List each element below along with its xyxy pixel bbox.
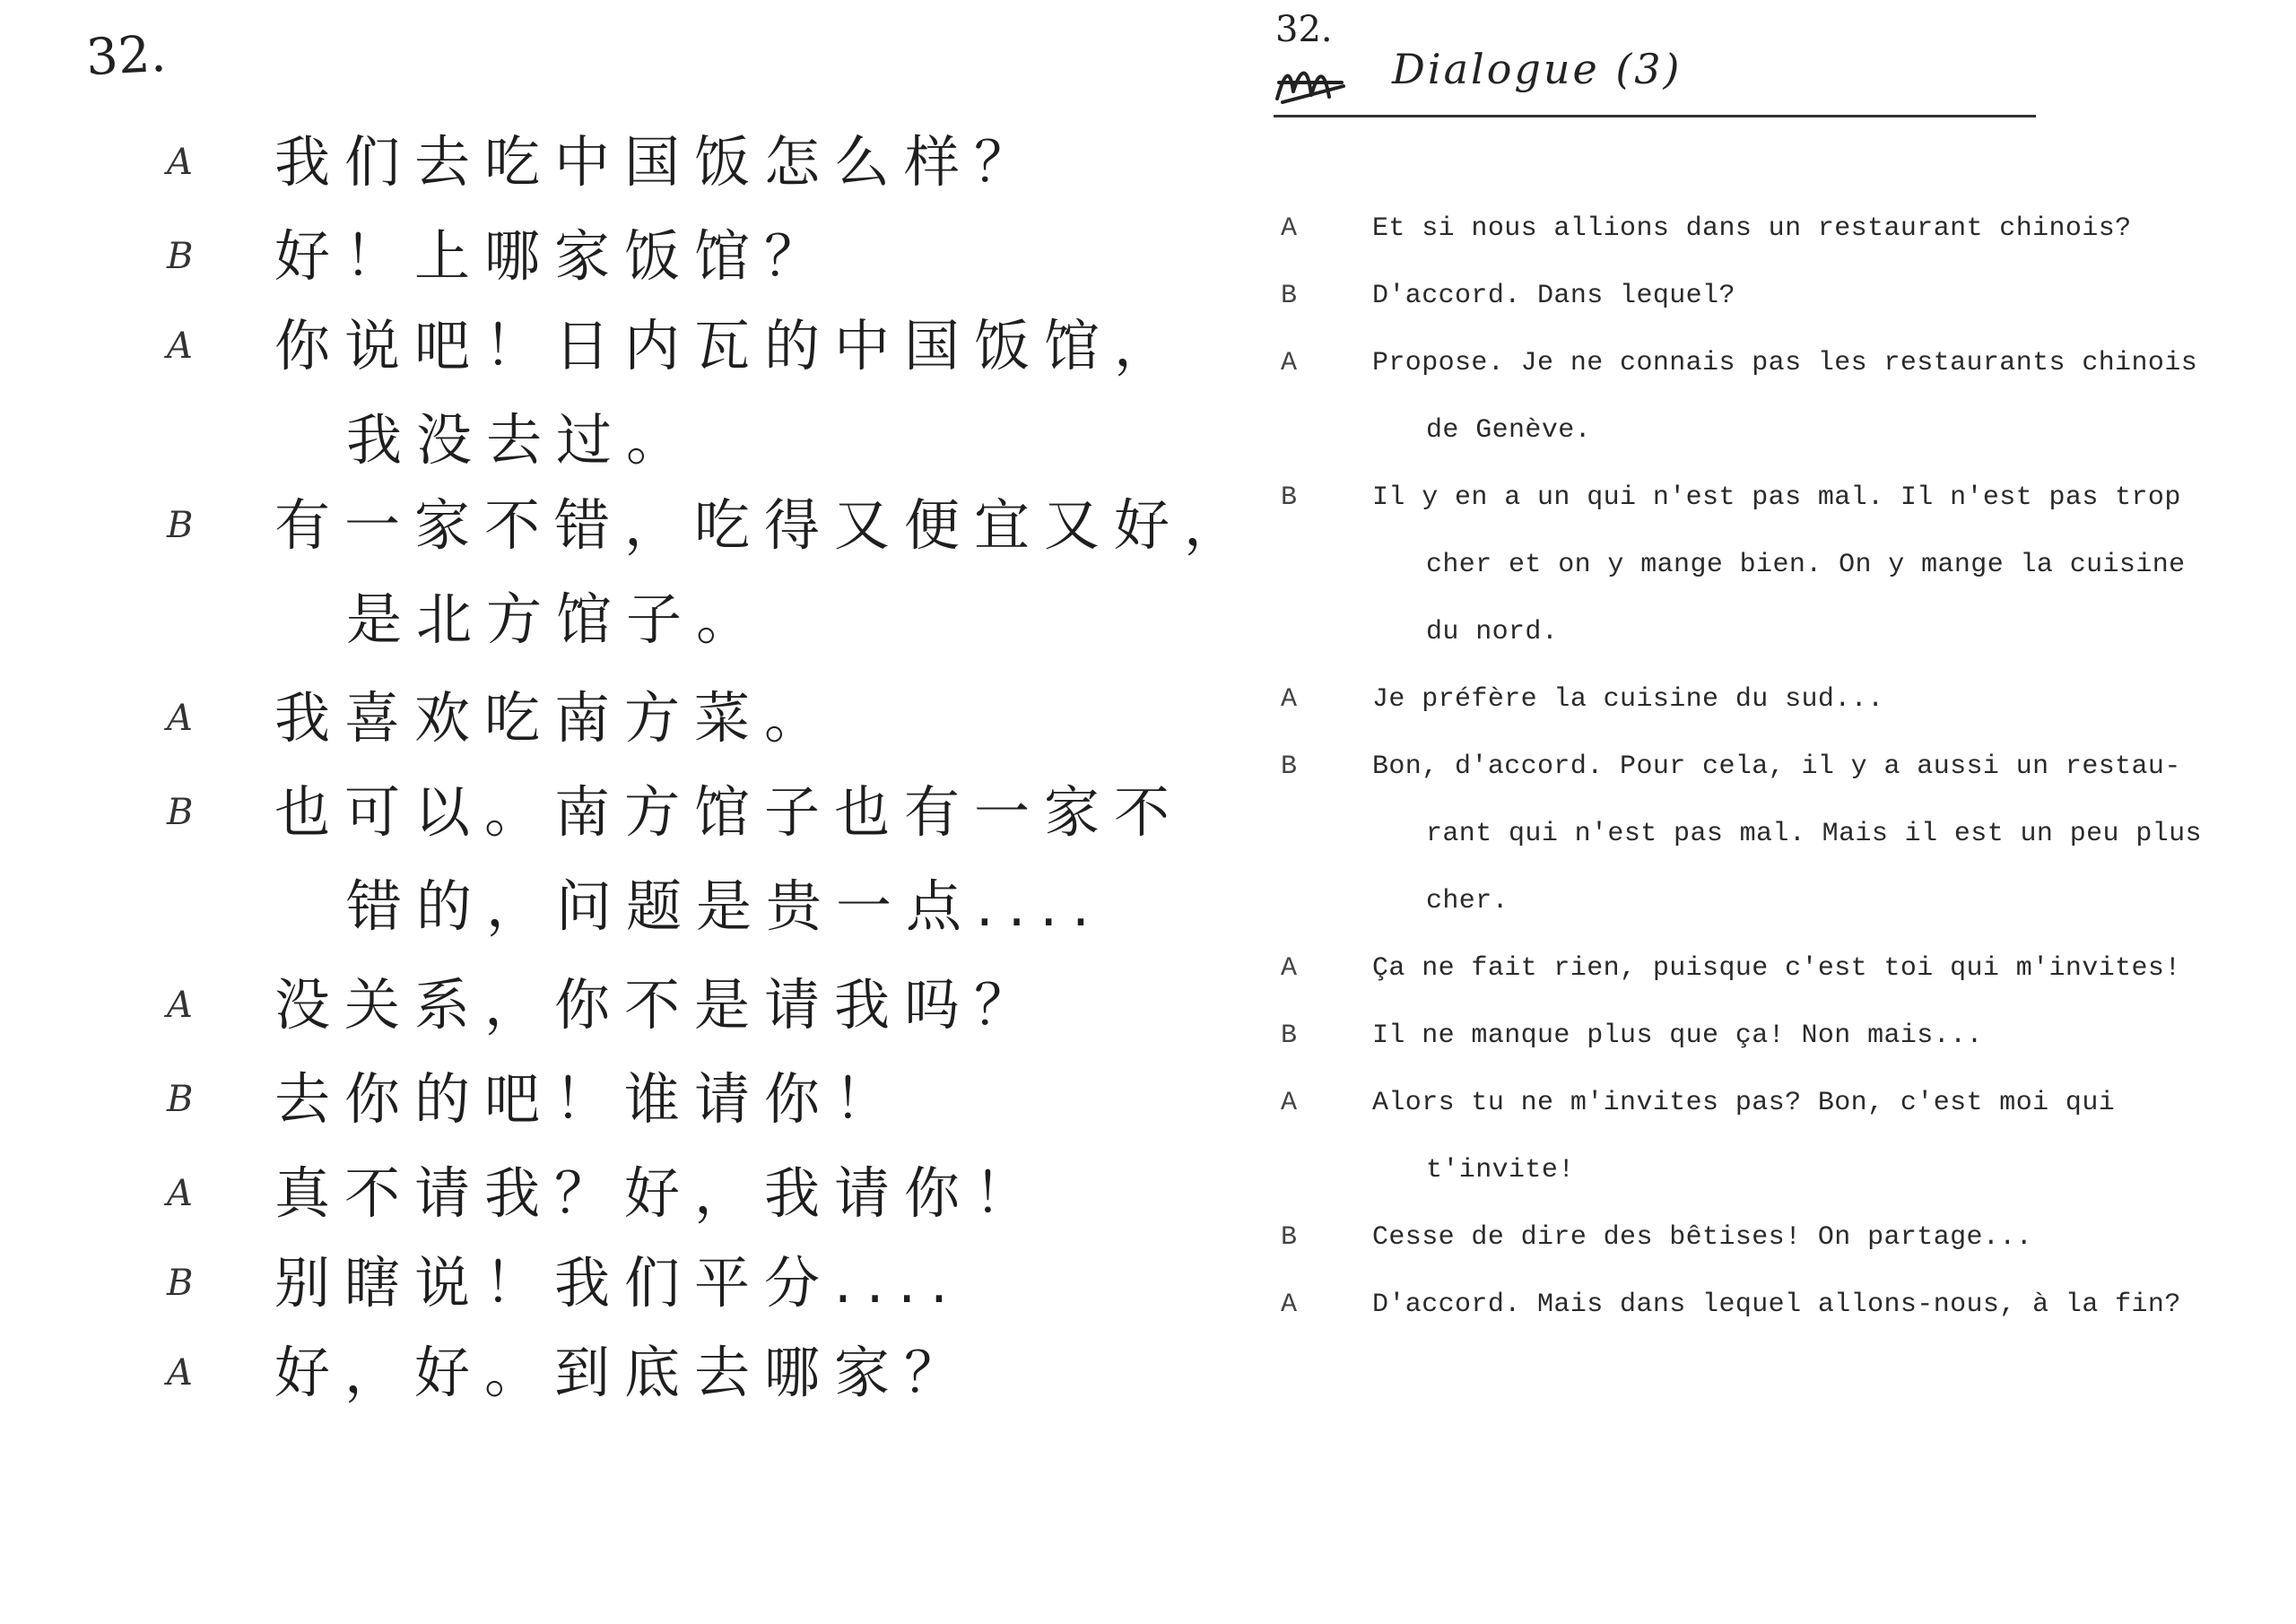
speaker-label: B — [167, 792, 194, 833]
dialogue-title: Dialogue (3) — [1392, 45, 1683, 93]
speaker-label: A — [167, 142, 193, 183]
line-text: Il ne manque plus que ça! Non mais... — [1372, 1020, 1983, 1051]
line-text-continued: cher. — [1426, 886, 1509, 916]
line-text-continued: 我没去过。 — [346, 407, 697, 473]
line-text: 去你的吧！谁请你！ — [274, 1066, 905, 1132]
line-text: Propose. Je ne connais pas les restaurants chinois — [1372, 348, 2198, 378]
speaker-label: B — [1281, 1020, 1298, 1051]
title-underline — [1274, 115, 2036, 117]
speaker-label: A — [167, 985, 193, 1026]
speaker-label: A — [167, 1173, 193, 1214]
line-text-continued: cher et on y mange bien. On y mange la cuisine — [1426, 550, 2186, 580]
line-text: Bon, d'accord. Pour cela, il y a aussi un restau- — [1372, 751, 2181, 782]
speaker-label: A — [1281, 1290, 1298, 1320]
speaker-label: A — [1281, 1088, 1298, 1118]
speaker-label: A — [1281, 213, 1298, 244]
line-text: Alors tu ne m'invites pas? Bon, c'est moi qui — [1372, 1088, 2116, 1118]
line-text-continued: t'invite! — [1426, 1155, 1575, 1185]
page-number-left: 32. — [84, 24, 168, 88]
line-text: Ça ne fait rien, puisque c'est toi qui m'invites! — [1372, 953, 2181, 984]
speaker-label: B — [167, 1263, 194, 1304]
speaker-label: A — [167, 326, 193, 367]
line-text: D'accord. Mais dans lequel allons-nous, à la fin? — [1372, 1290, 2181, 1320]
speaker-label: A — [1281, 953, 1298, 984]
french-dialogue-page — [1247, 0, 2296, 1624]
line-text: 我们去吃中国饭怎么样？ — [274, 129, 1045, 195]
speaker-label: B — [167, 505, 194, 546]
line-text: 没关系，你不是请我吗？ — [274, 972, 1045, 1038]
line-text-continued: de Genève. — [1426, 415, 1592, 446]
speaker-label: B — [167, 1079, 194, 1120]
line-text-continued: rant qui n'est pas mal. Mais il est un peu plus — [1426, 819, 2202, 849]
speaker-label: B — [1281, 281, 1298, 311]
line-text: 真不请我？好，我请你！ — [274, 1160, 1045, 1226]
line-text-continued: 是北方馆子。 — [346, 586, 767, 652]
line-text: 也可以。南方馆子也有一家不 — [274, 779, 1185, 845]
line-text: 我喜欢吃南方菜。 — [274, 685, 835, 751]
line-text-continued: 错的，问题是贵一点.... — [346, 873, 1104, 939]
line-text: Cesse de dire des bêtises! On partage... — [1372, 1222, 2033, 1253]
line-text: 别瞎说！我们平分.... — [274, 1250, 962, 1316]
speaker-label: A — [1281, 684, 1298, 715]
line-text: 有一家不错，吃得又便宜又好， — [274, 492, 1255, 558]
speaker-label: A — [167, 1352, 193, 1394]
line-text: 好，好。到底去哪家？ — [274, 1340, 975, 1405]
line-text: Il y en a un qui n'est pas mal. Il n'est pas trop — [1372, 482, 2181, 513]
line-text: D'accord. Dans lequel? — [1372, 281, 1735, 311]
crossed-out-number-mark — [1274, 56, 1347, 109]
speaker-label: B — [167, 236, 194, 277]
speaker-label: A — [1281, 348, 1298, 378]
line-text-continued: du nord. — [1426, 617, 1559, 647]
page-number-right: 32. — [1275, 9, 1333, 50]
speaker-label: B — [1281, 751, 1298, 782]
line-text: Je préfère la cuisine du sud... — [1372, 684, 1884, 715]
speaker-label: A — [167, 698, 193, 739]
line-text: Et si nous allions dans un restaurant chinois? — [1372, 213, 2132, 244]
line-text: 好！上哪家饭馆？ — [274, 223, 835, 289]
line-text: 你说吧！日内瓦的中国饭馆， — [274, 313, 1185, 378]
speaker-label: B — [1281, 482, 1298, 513]
speaker-label: B — [1281, 1222, 1298, 1253]
